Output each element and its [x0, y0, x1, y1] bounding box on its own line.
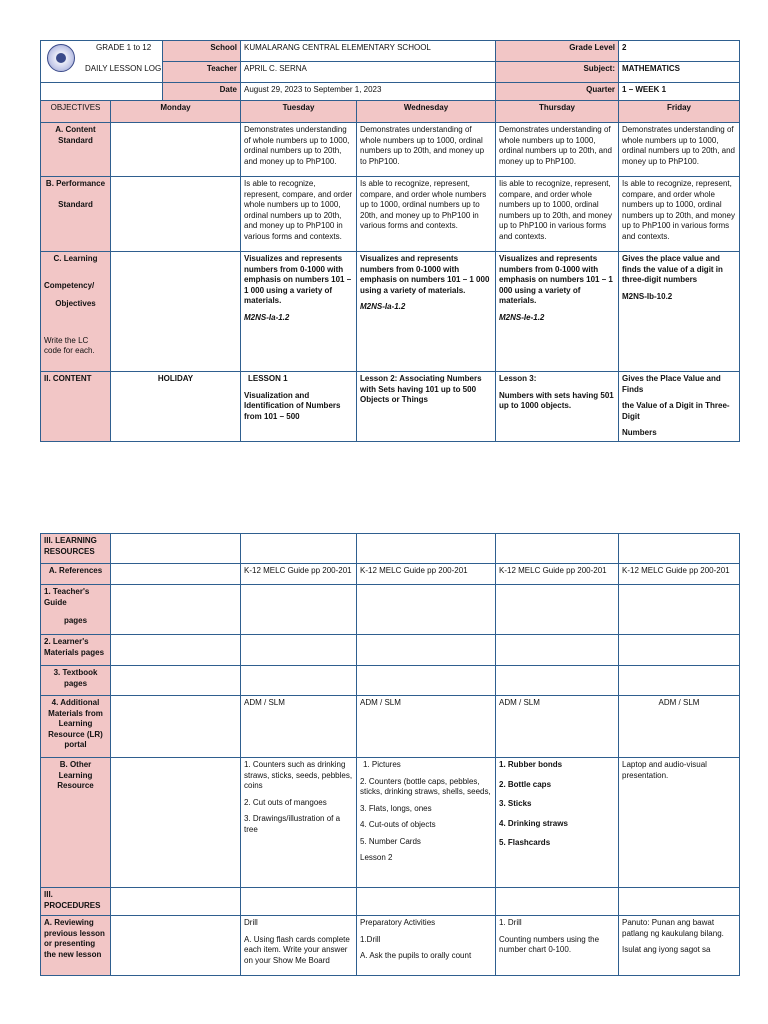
lesson-log-top-table [40, 40, 740, 442]
competency-tue: Visualizes and represents numbers from 0-1000 with emphasis on numbers 101 – 1 000 using a variety of materials. M2NS-Ia-1.2 [241, 252, 357, 372]
grade-level-value: 2 [619, 41, 740, 62]
references-label: A. References [41, 564, 111, 585]
references-tue: K-12 MELC Guide pp 200-201 [241, 564, 357, 585]
other-resources-tue: 1. Counters such as drinking straws, sticks, seeds, pebbles, coins 2. Cut outs of mangoes 3. Drawings/illustration of a tree [241, 758, 357, 888]
competency-fri: Gives the place value and finds the value of a digit in three-digit numbers M2NS-Ib-10.2 [619, 252, 740, 372]
subject-label: Subject: [496, 62, 619, 83]
performance-standard-tue: Is able to recognize, represent, compare, and order whole numbers up to 1000, ordinal numbers up to 20th, and money up to PhP100 in various forms and contexts. [241, 177, 357, 252]
textbook-pages-label: 3. Textbook pages [41, 666, 111, 696]
daily-lesson-log-title: DAILY LESSON LOG [85, 64, 162, 73]
content-monday: HOLIDAY [111, 372, 241, 442]
teacher-value: APRIL C. SERNA [241, 62, 496, 83]
monday-header: Monday [111, 101, 241, 123]
content-wed: Lesson 2: Associating Numbers with Sets having 101 up to 500 Objects or Things [357, 372, 496, 442]
content-fri: Gives the Place Value and Finds the Value of a Digit in Three-Digit Numbers [619, 372, 740, 442]
learning-competency-label: C. Learning Competency/ Objectives Write the LC code for each. [41, 252, 111, 372]
grade-range: GRADE 1 to 12 [96, 43, 152, 52]
performance-standard-label: B. Performance Standard [41, 177, 111, 252]
competency-thu: Visualizes and represents numbers from 0-1000 with emphasis on numbers 101 – 1 000 using a variety of materials. M2NS-Ie-1.2 [496, 252, 619, 372]
adm-fri: ADM / SLM [619, 696, 740, 758]
adm-thu: ADM / SLM [496, 696, 619, 758]
procedures-wed: Preparatory Activities 1.Drill A. Ask the pupils to orally count [357, 916, 496, 976]
subject-value: MATHEMATICS [619, 62, 740, 83]
adm-wed: ADM / SLM [357, 696, 496, 758]
adm-tue: ADM / SLM [241, 696, 357, 758]
references-fri: K-12 MELC Guide pp 200-201 [619, 564, 740, 585]
lesson-log-resources-table [40, 533, 740, 976]
learners-materials-label: 2. Learner's Materials pages [41, 635, 111, 666]
school-value: KUMALARANG CENTRAL ELEMENTARY SCHOOL [241, 41, 496, 62]
reviewing-lesson-label: A. Reviewing previous lesson or presenting the new lesson [41, 916, 111, 976]
content-standard-thu: Demonstrates understanding of whole numbers up to 1000, ordinal numbers up to 20th, and money up to PhP100. [496, 123, 619, 177]
quarter-label: Quarter [496, 83, 619, 101]
performance-standard-wed: Is able to recognize, represent, compare, and order whole numbers up to 1000, ordinal numbers up to 20th, and money up to PhP100 in various forms and contexts. [357, 177, 496, 252]
objectives-header: OBJECTIVES [41, 101, 111, 123]
teacher-label: Teacher [163, 62, 241, 83]
procedures-label: III. PROCEDURES [41, 888, 111, 916]
school-label: School [163, 41, 241, 62]
content-label: II. CONTENT [41, 372, 111, 442]
friday-header: Friday [619, 101, 740, 123]
content-standard-tue: Demonstrates understanding of whole numbers up to 1000, ordinal numbers up to 20th, and money up to PhP100. [241, 123, 357, 177]
procedures-fri: Panuto: Punan ang bawat patlang ng kaukulang bilang. Isulat ang iyong sagot sa [619, 916, 740, 976]
thursday-header: Thursday [496, 101, 619, 123]
other-resources-thu: 1. Rubber bonds 2. Bottle caps 3. Sticks 4. Drinking straws 5. Flashcards [496, 758, 619, 888]
other-resources-wed: 1. Pictures 2. Counters (bottle caps, pebbles, sticks, drinking straws, shells, seeds, 3. Flats, longs, ones 4. Cut-outs of objects 5. Number Cards Lesson 2 [357, 758, 496, 888]
other-resources-fri: Laptop and audio-visual presentation. [619, 758, 740, 888]
date-label: Date [163, 83, 241, 101]
performance-standard-thu: Iis able to recognize, represent, compare, and order whole numbers up to 1000, ordinal numbers up to 20th, and money up to PhP100 in various forms and contexts. [496, 177, 619, 252]
procedures-thu: 1. Drill Counting numbers using the number chart 0-100. [496, 916, 619, 976]
competency-wed: Visualizes and represents numbers from 0-1000 with emphasis on numbers 101 – 1 000 using a variety of materials. M2NS-Ia-1.2 [357, 252, 496, 372]
content-standard-fri: Demonstrates understanding of whole numbers up to 1000, ordinal numbers up to 20th, and money up to PhP100. [619, 123, 740, 177]
content-thu: Lesson 3: Numbers with sets having 501 up to 1000 objects. [496, 372, 619, 442]
content-tue: LESSON 1 Visualization and Identification of Numbers from 101 – 500 [241, 372, 357, 442]
learning-resources-label: III. LEARNING RESOURCES [41, 534, 111, 564]
deped-seal-logo [47, 44, 75, 72]
grade-level-label: Grade Level [496, 41, 619, 62]
tuesday-header: Tuesday [241, 101, 357, 123]
header-grade-cell [41, 41, 163, 83]
quarter-value: 1 – WEEK 1 [619, 83, 740, 101]
content-standard-wed: Demonstrates understanding of whole numbers up to 1000, ordinal numbers up to 20th, and money up to PhP100. [357, 123, 496, 177]
wednesday-header: Wednesday [357, 101, 496, 123]
performance-standard-fri: Is able to recognize, represent, compare, and order whole numbers up to 1000, ordinal numbers up to 20th, and money up to PhP100 in various forms and contexts. [619, 177, 740, 252]
other-resources-label: B. Other Learning Resource [41, 758, 111, 888]
references-thu: K-12 MELC Guide pp 200-201 [496, 564, 619, 585]
teachers-guide-label: 1. Teacher's Guide pages [41, 585, 111, 635]
references-wed: K-12 MELC Guide pp 200-201 [357, 564, 496, 585]
additional-materials-label: 4. Additional Materials from Learning Resource (LR) portal [41, 696, 111, 758]
procedures-tue: Drill A. Using flash cards complete each item. Write your answer on your Show Me Board [241, 916, 357, 976]
content-standard-label: A. Content Standard [41, 123, 111, 177]
date-value: August 29, 2023 to September 1, 2023 [241, 83, 496, 101]
